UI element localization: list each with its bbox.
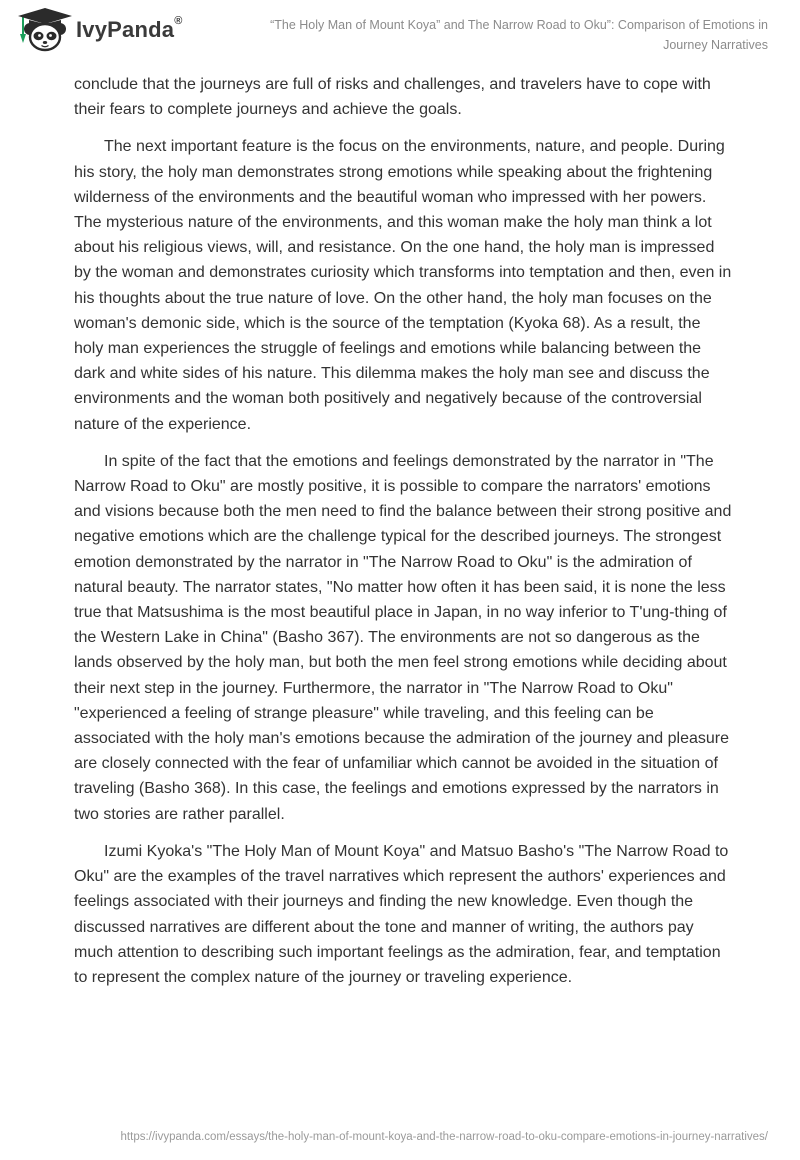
paragraph: Izumi Kyoka's "The Holy Man of Mount Koya" and Matsuo Basho's "The Narrow Road to Oku" are the examples of the travel narratives which represent the authors' experiences and feelings associated with their journeys and finding the new knowledge. Even though the discussed narratives are different about the tone and manner of writing, the authors pay much attention to describing such important feelings as the admiration, fear, and temptation to represent the complex nature of the journey or traveling experience.	[74, 842, 729, 986]
paragraph: The next important feature is the focus on the environments, nature, and people. During his story, the holy man demonstrates strong emotions while speaking about the frightening wilderness of the environments and the beautiful woman who impressed with her powers. The mysterious nature of the environments, and this woman make the holy man think a lot about his religious views, will, and resistance. On the one hand, the holy man is impressed by the woman and demonstrates curiosity which transforms into temptation and then, even in his thoughts about the true nature of love. On the other hand, the holy man focuses on the woman's demonic side, which is the source of the temptation (Kyoka 68). As a result, the holy man experiences the struggle of feelings and emotions while balancing between the dark and white sides of his nature. This dilemma makes the holy man see and discuss the environments and the woman both positively and negatively because of the controversial nature of the experience.	[74, 138, 732, 433]
paragraph: In spite of the fact that the emotions and feelings demonstrated by the narrator in "The Narrow Road to Oku" are mostly positive, it is possible to compare the narrators' emotions and visions because both the men need to find the balance between their strong positive and negative emotions which are the challenge typical for the described journeys. The strongest emotion demonstrated by the narrator in "The Narrow Road to Oku" is the admiration of natural beauty. The narrator states, "No matter how often it has been said, it is none the less true that Matsushima is the most beautiful place in Japan, in no way inferior to T'ung-thing of the Western Lake in China" (Basho 367). The environments are not so dangerous as the lands observed by the holy man, but both the men feel strong emotions while deciding about their next step in the journey. Furthermore, the narrator in "The Narrow Road to Oku" "experienced a feeling of strange pleasure" while traveling, and this feeling can be associated with the holy man's emotions because the admiration of the journey and pleasure are closely connected with the fear of unfamiliar which cannot be avoided in the situation of traveling (Basho 368). In this case, the feelings and emotions expressed by the narrators in two stories are rather parallel.	[74, 452, 732, 823]
paragraph: conclude that the journeys are full of risks and challenges, and travelers have to cope with their fears to complete journeys and achieve the goals.	[74, 76, 711, 119]
registered-mark: ®	[174, 15, 183, 27]
source-url-link[interactable]: https://ivypanda.com/essays/the-holy-man-of-mount-koya-and-the-narrow-road-to-oku-compare-emotions-in-journey-narratives/	[120, 1131, 768, 1143]
brand-name: IvyPanda®	[76, 15, 183, 42]
essay-body	[74, 72, 734, 1002]
document-title: “The Holy Man of Mount Koya” and The Narrow Road to Oku”: Comparison of Emotions in Journey Narratives	[270, 18, 768, 52]
page-header	[0, 0, 800, 60]
panda-graduation-cap-icon	[14, 6, 74, 52]
ivypanda-logo[interactable]	[14, 6, 183, 52]
